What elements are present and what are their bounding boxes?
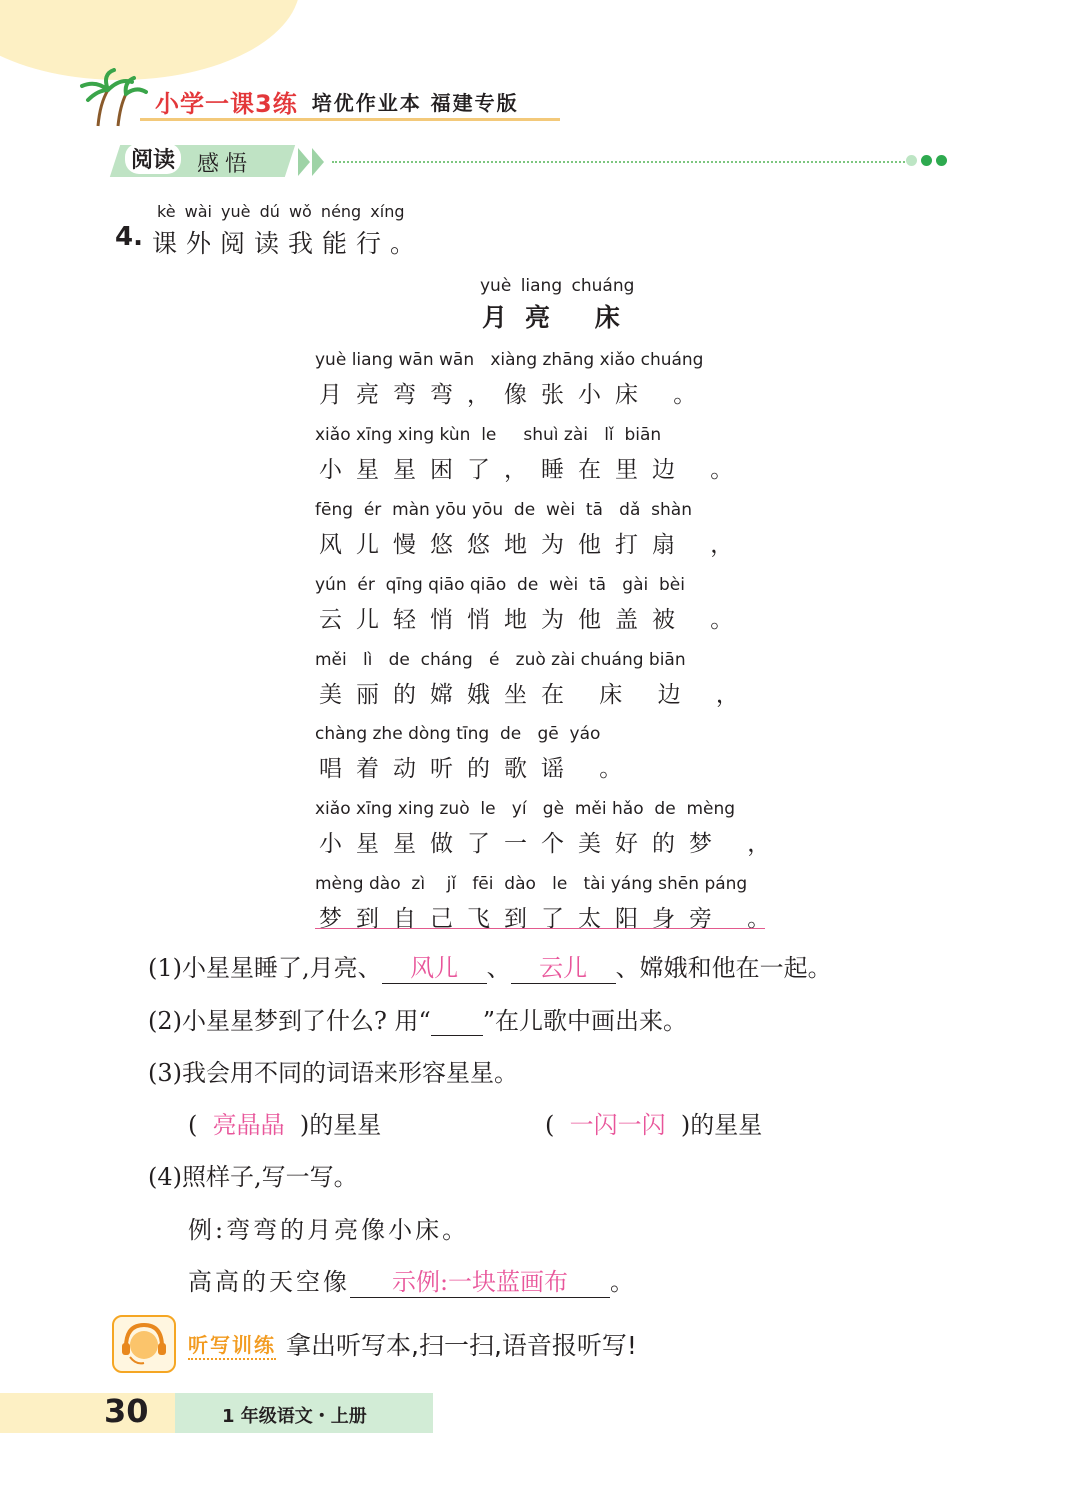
- exercise-2-suffix: ”在儿歌中画出来。: [482, 1007, 688, 1035]
- footer-grade: 1 年级语文・上册: [222, 1406, 367, 1427]
- brand-header: [155, 84, 519, 118]
- exercise-3-answer-b: [545, 1105, 762, 1140]
- exercise-1-answer-2[interactable]: 云儿: [511, 948, 616, 984]
- exercise-2: [148, 1001, 687, 1036]
- poem-line-text: 美丽的嫦娥坐在 床 边 ，: [319, 682, 753, 708]
- section-dots-icon: [906, 155, 947, 166]
- poem-line: [315, 575, 747, 634]
- question-pinyin: kè wài yuè dú wǒ néng xíng: [157, 202, 405, 221]
- poem-line-text: 小星星做了一个美好的梦 ，: [319, 831, 785, 857]
- exercise-2-prefix: (2)小星星梦到了什么? 用“: [148, 1007, 431, 1035]
- poem-line-text: 风儿慢悠悠地为他打扇 ，: [319, 532, 748, 558]
- answer-underline: [315, 928, 765, 929]
- poem-line-pinyin: xiǎo xīng xing zuò le yí gè měi hǎo de mèng: [315, 799, 736, 819]
- header-underline: [140, 118, 560, 121]
- exercise-3-answer-1[interactable]: 亮晶晶: [212, 1111, 285, 1139]
- poem-line-text: 月亮弯弯，像张小床 。: [319, 382, 711, 408]
- poem-line-text: 小星星困了，睡在里边 。: [319, 457, 748, 483]
- poem-line-pinyin: xiǎo xīng xing kùn le shuì zài lǐ biān: [315, 425, 662, 445]
- poem-title: 月亮 床: [482, 303, 638, 332]
- footer-page-bg: [0, 1393, 175, 1433]
- exercise-3: (3)我会用不同的词语来形容星星。: [148, 1059, 518, 1087]
- paren-open: (: [545, 1111, 555, 1139]
- poem-title-pinyin: yuè liang chuáng: [480, 276, 635, 296]
- poem-line-pinyin: chàng zhe dòng tīng de gē yáo: [315, 724, 601, 744]
- brand-logo: 小学一课3练: [155, 89, 298, 118]
- headphone-icon: [112, 1315, 176, 1373]
- exercise-1: [148, 948, 832, 984]
- exercise-4-answer[interactable]: 示例:一块蓝画布: [350, 1262, 610, 1298]
- poem-line: [315, 425, 747, 484]
- poem-line-text: 唱着动听的歌谣 。: [319, 756, 637, 782]
- poem-line-pinyin: měi lì de cháng é zuò zài chuáng biān: [315, 650, 686, 670]
- exercise-4-end: 。: [610, 1268, 637, 1296]
- section-label-read: 阅读: [125, 143, 181, 174]
- section-label-feel: 感悟: [197, 152, 254, 177]
- exercise-1-separator: 、: [486, 954, 511, 982]
- listen-text: 拿出听写本,扫一扫,语音报听写!: [286, 1331, 637, 1360]
- page-number: 30: [104, 1392, 149, 1430]
- poem-line-pinyin: mèng dào zì jǐ fēi dào le tài yáng shēn páng: [315, 874, 748, 894]
- poem-line: [315, 500, 747, 559]
- exercise-4-line: [188, 1262, 637, 1298]
- exercise-1-suffix: 、嫦娥和他在一起。: [615, 954, 832, 982]
- poem-line: [315, 799, 784, 858]
- poem-line: [315, 724, 636, 783]
- poem-line: [315, 650, 753, 709]
- exercise-2-blank[interactable]: [431, 1007, 483, 1036]
- listen-title: 听写训练: [188, 1329, 276, 1360]
- exercise-4: (4)照样子,写一写。: [148, 1163, 358, 1191]
- exercise-4-prompt: 高高的天空像: [188, 1268, 350, 1296]
- exercise-3-answer-a: [188, 1105, 381, 1140]
- section-heading: [115, 143, 315, 179]
- poem-line-pinyin: yún ér qīng qiāo qiāo de wèi tā gài bèi: [315, 575, 685, 595]
- poem-line-text: 梦到自己飞到了太阳身旁 。: [319, 906, 785, 932]
- exercise-3-suffix: )的星星: [680, 1111, 763, 1139]
- exercise-1-answer-1[interactable]: 风儿: [382, 948, 487, 984]
- brand-subtitle: 培优作业本 福建专版: [311, 90, 519, 115]
- question-title: 课外阅读我能行。: [152, 229, 425, 258]
- poem-line-pinyin: yuè liang wān wān xiàng zhāng xiǎo chuáng: [315, 350, 704, 370]
- exercise-3-suffix: )的星星: [299, 1111, 382, 1139]
- listen-training: [112, 1315, 637, 1373]
- double-arrow-icon: [296, 146, 330, 178]
- poem-line-text: 云儿轻悄悄地为他盖被 。: [319, 607, 748, 633]
- exercise-4-example: 例:弯弯的月亮像小床。: [188, 1216, 470, 1244]
- question-number: 4.: [115, 222, 143, 252]
- exercise-3-answer-2[interactable]: 一闪一闪: [569, 1111, 666, 1139]
- poem-line: [315, 874, 784, 933]
- exercise-1-prefix: (1)小星星睡了,月亮、: [148, 954, 382, 982]
- section-dotted-rule: [332, 161, 912, 163]
- palm-tree-icon: [78, 68, 148, 128]
- poem-line-pinyin: fēng ér màn yōu yōu de wèi tā dǎ shàn: [315, 500, 692, 520]
- paren-open: (: [188, 1111, 198, 1139]
- poem-line: [315, 350, 710, 409]
